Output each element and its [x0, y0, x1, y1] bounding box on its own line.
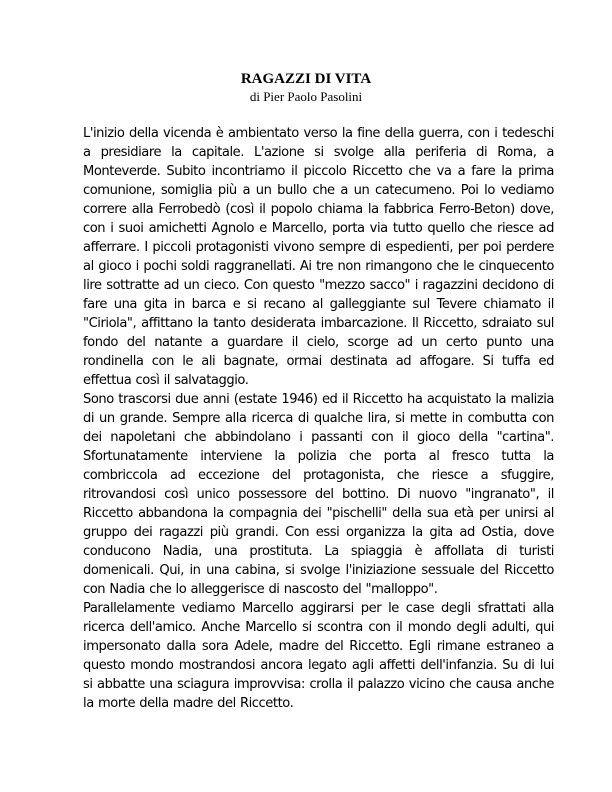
paragraph: L'inizio della vicenda è ambientato verso la fine della guerra, con i tedeschi a presidiare la capitale. L'azione si svolge alla periferia di Roma, a Monteverde. Subito incontriamo il piccolo Riccetto che va a fare la prima comunione, somiglia più a un bullo che a un catecumeno. Poi lo vediamo correre alla Ferrobedò (così il popolo chiama la fabbrica Ferro-Beton) dove, con i suoi amichetti Agnolo e Marcello, porta via tutto quello che riesce ad afferrare. I piccoli protagonisti vivono sempre di espedienti, per poi perdere al gioco i pochi soldi raggranellati. Ai tre non rimangono che le cinquecento lire sottratte ad un cieco. Con questo "mezzo sacco" i ragazzini decidono di fare una gita in barca e si recano al galleggiante sul Tevere chiamato il "Ciriola", affittano la tanto desiderata imbarcazione. Il Riccetto, sdraiato sul fondo del natante a guardare il cielo, scorge ad un certo punto una rondinella con le ali bagnate, ormai destinata ad affogare. Si tuffa ed effettua così il salvataggio. — [83, 126, 554, 388]
paragraph: Sono trascorsi due anni (estate 1946) ed il Riccetto ha acquistato la malizia di un grande. Sempre alla ricerca di qualche lira, si mette in combutta con dei napoletani che abbindolano i passanti con il gioco della "cartina". Sfortunatamente interviene la polizia che porta al fresco tutta la combriccola ad eccezione del protagonista, che riesce a sfuggire, ritrovandosi così unico possessore del bottino. Di nuovo "ingranato", il Riccetto abbandona la compagnia dei "pischelli" della sua età per unirsi al gruppo dei ragazzi più grandi. Con essi organizza la gita ad Ostia, dove conducono Nadia, una prostituta. La spiaggia è affollata di turisti domenicali. Qui, in una cabina, si svolge l'iniziazione sessuale del Riccetto con Nadia che lo alleggerisce di nascosto del "malloppo". — [83, 392, 554, 597]
paragraph: Parallelamente vediamo Marcello aggirarsi per le case degli sfrattati alla ricerca dell'amico. Anche Marcello si scontra con il mondo degli adulti, qui impersonato dalla sora Adele, madre del Riccetto. Egli rimane estraneo a questo mondo mostrandosi ancora legato agli affetti dell'infanzia. Su di lui si abbatte una sciagura improvvisa: crolla il palazzo vicino che causa anche la morte della madre del Riccetto. — [83, 601, 554, 711]
document-title: RAGAZZI DI VITA — [240, 71, 372, 87]
body-text — [83, 124, 554, 713]
author-line: di Pier Paolo Pasolini — [249, 89, 363, 104]
